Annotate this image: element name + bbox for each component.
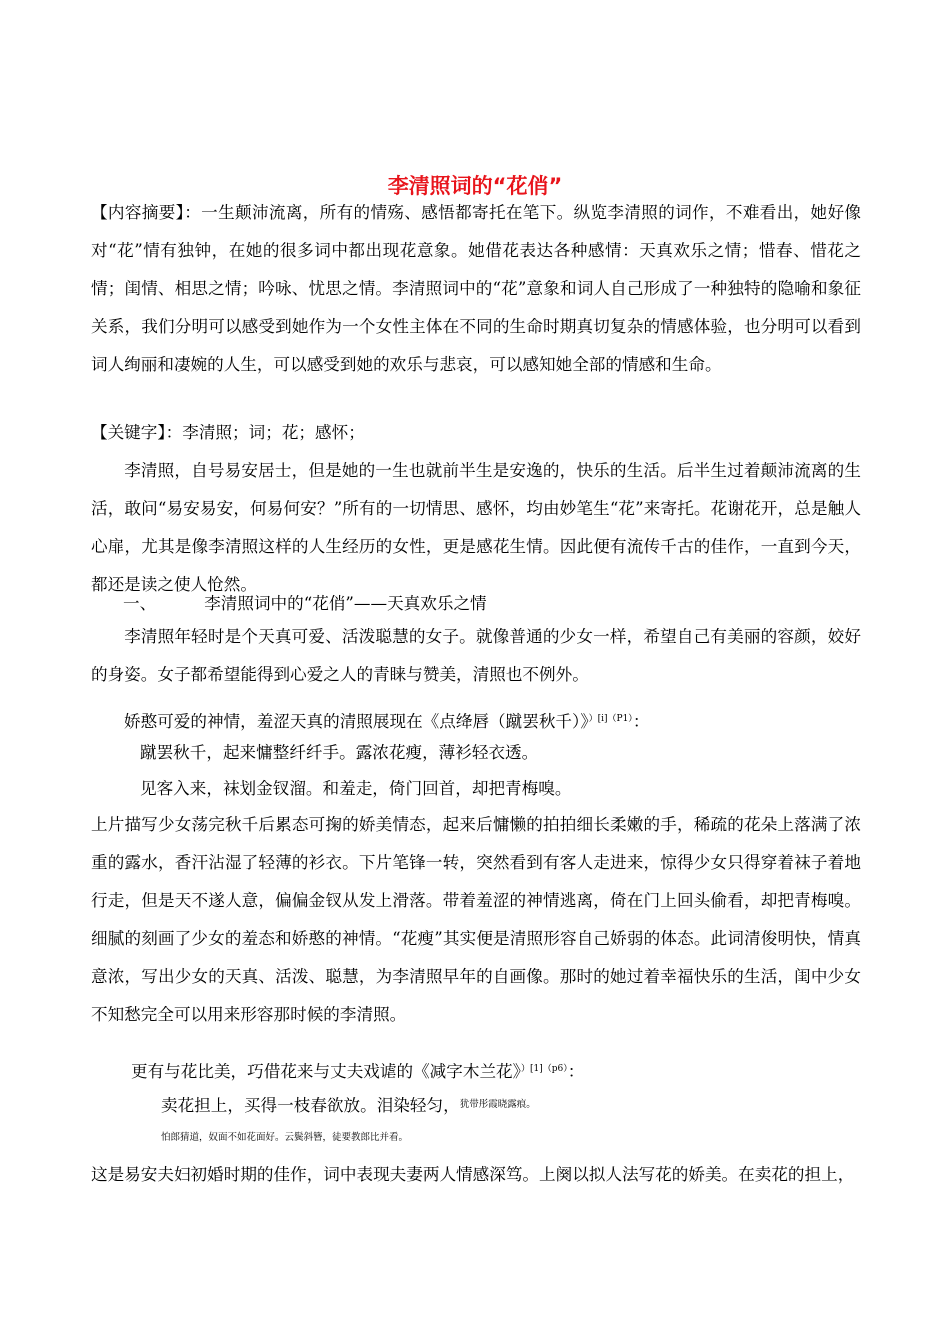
document-title: 李清照词的“花俏” xyxy=(387,174,563,198)
poem1-colon: ： xyxy=(632,712,650,731)
poem2-intro xyxy=(131,1058,584,1083)
poem1-intro-text: 娇憨可爱的神情，羞涩天真的清照展现在《点绛唇（蹴罢秋千）》 xyxy=(124,712,589,731)
poem2-intro-text: 更有与花比美，巧借花来与丈夫戏谑的《减字木兰花》 xyxy=(131,1062,521,1081)
abstract-paragraph: 【内容摘要】：一生颠沛流离，所有的情殇、感悟都寄托在笔下。纵览李清照的词作，不难看出，她好像对“花”情有独钟，在她的很多词中都出现花意象。她借花表达各种感情：天真欢乐之情；惜春、惜花之情；闺情、相思之情；吟咏、忧思之情。李清照词中的“花”意象和词人自己形成了一种独特的隐喻和象征关系，我们分明可以感受到她作为一个女性主体在不同的生命时期真切复杂的情感体验，也分明可以看到词人绚丽和凄婉的人生，可以感受到她的欢乐与悲哀，可以感知她全部的情感和生命。 xyxy=(91,203,861,374)
poem2-line-1 xyxy=(161,1094,536,1117)
poem2-line-2: 怕郎猜道，奴面不如花面好。云鬓斜簪，徒要教郎比并看。 xyxy=(161,1132,409,1143)
section-number: 一、 xyxy=(123,594,157,613)
poem2-colon: ： xyxy=(567,1062,585,1081)
poem1-intro xyxy=(124,708,649,733)
intro-paragraph: 李清照，自号易安居士，但是她的一生也就前半生是安逸的，快乐的生活。后半生过着颠沛流离的生活，敢问“易安易安，何易何安？”所有的一切情思、感怀，均由妙笔生“花”来寄托。花谢花开，总是触人心扉，尤其是像李清照这样的人生经历的女性，更是感花生情。因此便有流传千古的佳作，一直到今天，都还是读之使人怆然。 xyxy=(91,461,861,594)
section-heading xyxy=(123,593,487,615)
poem1-line-2: 见客入来，袜划金钗溜。和羞走，倚门回首，却把青梅嗅。 xyxy=(140,779,572,798)
poem2-line-1-text: 卖花担上，买得一枝春欲放。泪染轻匀， xyxy=(161,1096,460,1115)
poem2-citation: ）[1]（p6） xyxy=(520,1064,568,1074)
poem2-line-1-small: 犹带彤霞晓露痕。 xyxy=(459,1099,536,1110)
section1-paragraph: 李清照年轻时是个天真可爱、活泼聪慧的女子。就像普通的少女一样，希望自己有美丽的容颜，姣好的身姿。女子都希望能得到心爱之人的青睐与赞美，清照也不例外。 xyxy=(91,627,861,684)
poem1-citation: ）[ⅰ]（P1） xyxy=(588,714,633,724)
poem1-line-1: 蹴罢秋千，起来慵整纤纤手。露浓花瘦，薄衫轻衣透。 xyxy=(140,743,539,762)
section-title: 李清照词中的“花俏”——天真欢乐之情 xyxy=(204,594,487,613)
analysis-paragraph: 上片描写少女荡完秋千后累态可掬的娇美情态，起来后慵懒的拍拍细长柔嫩的手，稀疏的花朵上落满了浓重的露水，香汗沾湿了轻薄的衫衣。下片笔锋一转，突然看到有客人走进来，惊得少女只得穿着袜子着地行走，但是天不遂人意，偏偏金钗从发上滑落。带着羞涩的神情逃离，倚在门上回头偷看，却把青梅嗅。细腻的刻画了少女的羞态和娇憨的神情。“花瘦”其实便是清照形容自己娇弱的体态。此词清俊明快，情真意浓，写出少女的天真、活泼、聪慧，为李清照早年的自画像。那时的她过着幸福快乐的生活，闺中少女不知愁完全可以用来形容那时候的李清照。 xyxy=(91,815,861,1024)
keywords-line: 【关键字】：李清照；词；花；感怀； xyxy=(91,423,365,442)
final-paragraph: 这是易安夫妇初婚时期的佳作，词中表现夫妻两人情感深笃。上阕以拟人法写花的娇美。在卖花的担上， xyxy=(91,1165,855,1184)
